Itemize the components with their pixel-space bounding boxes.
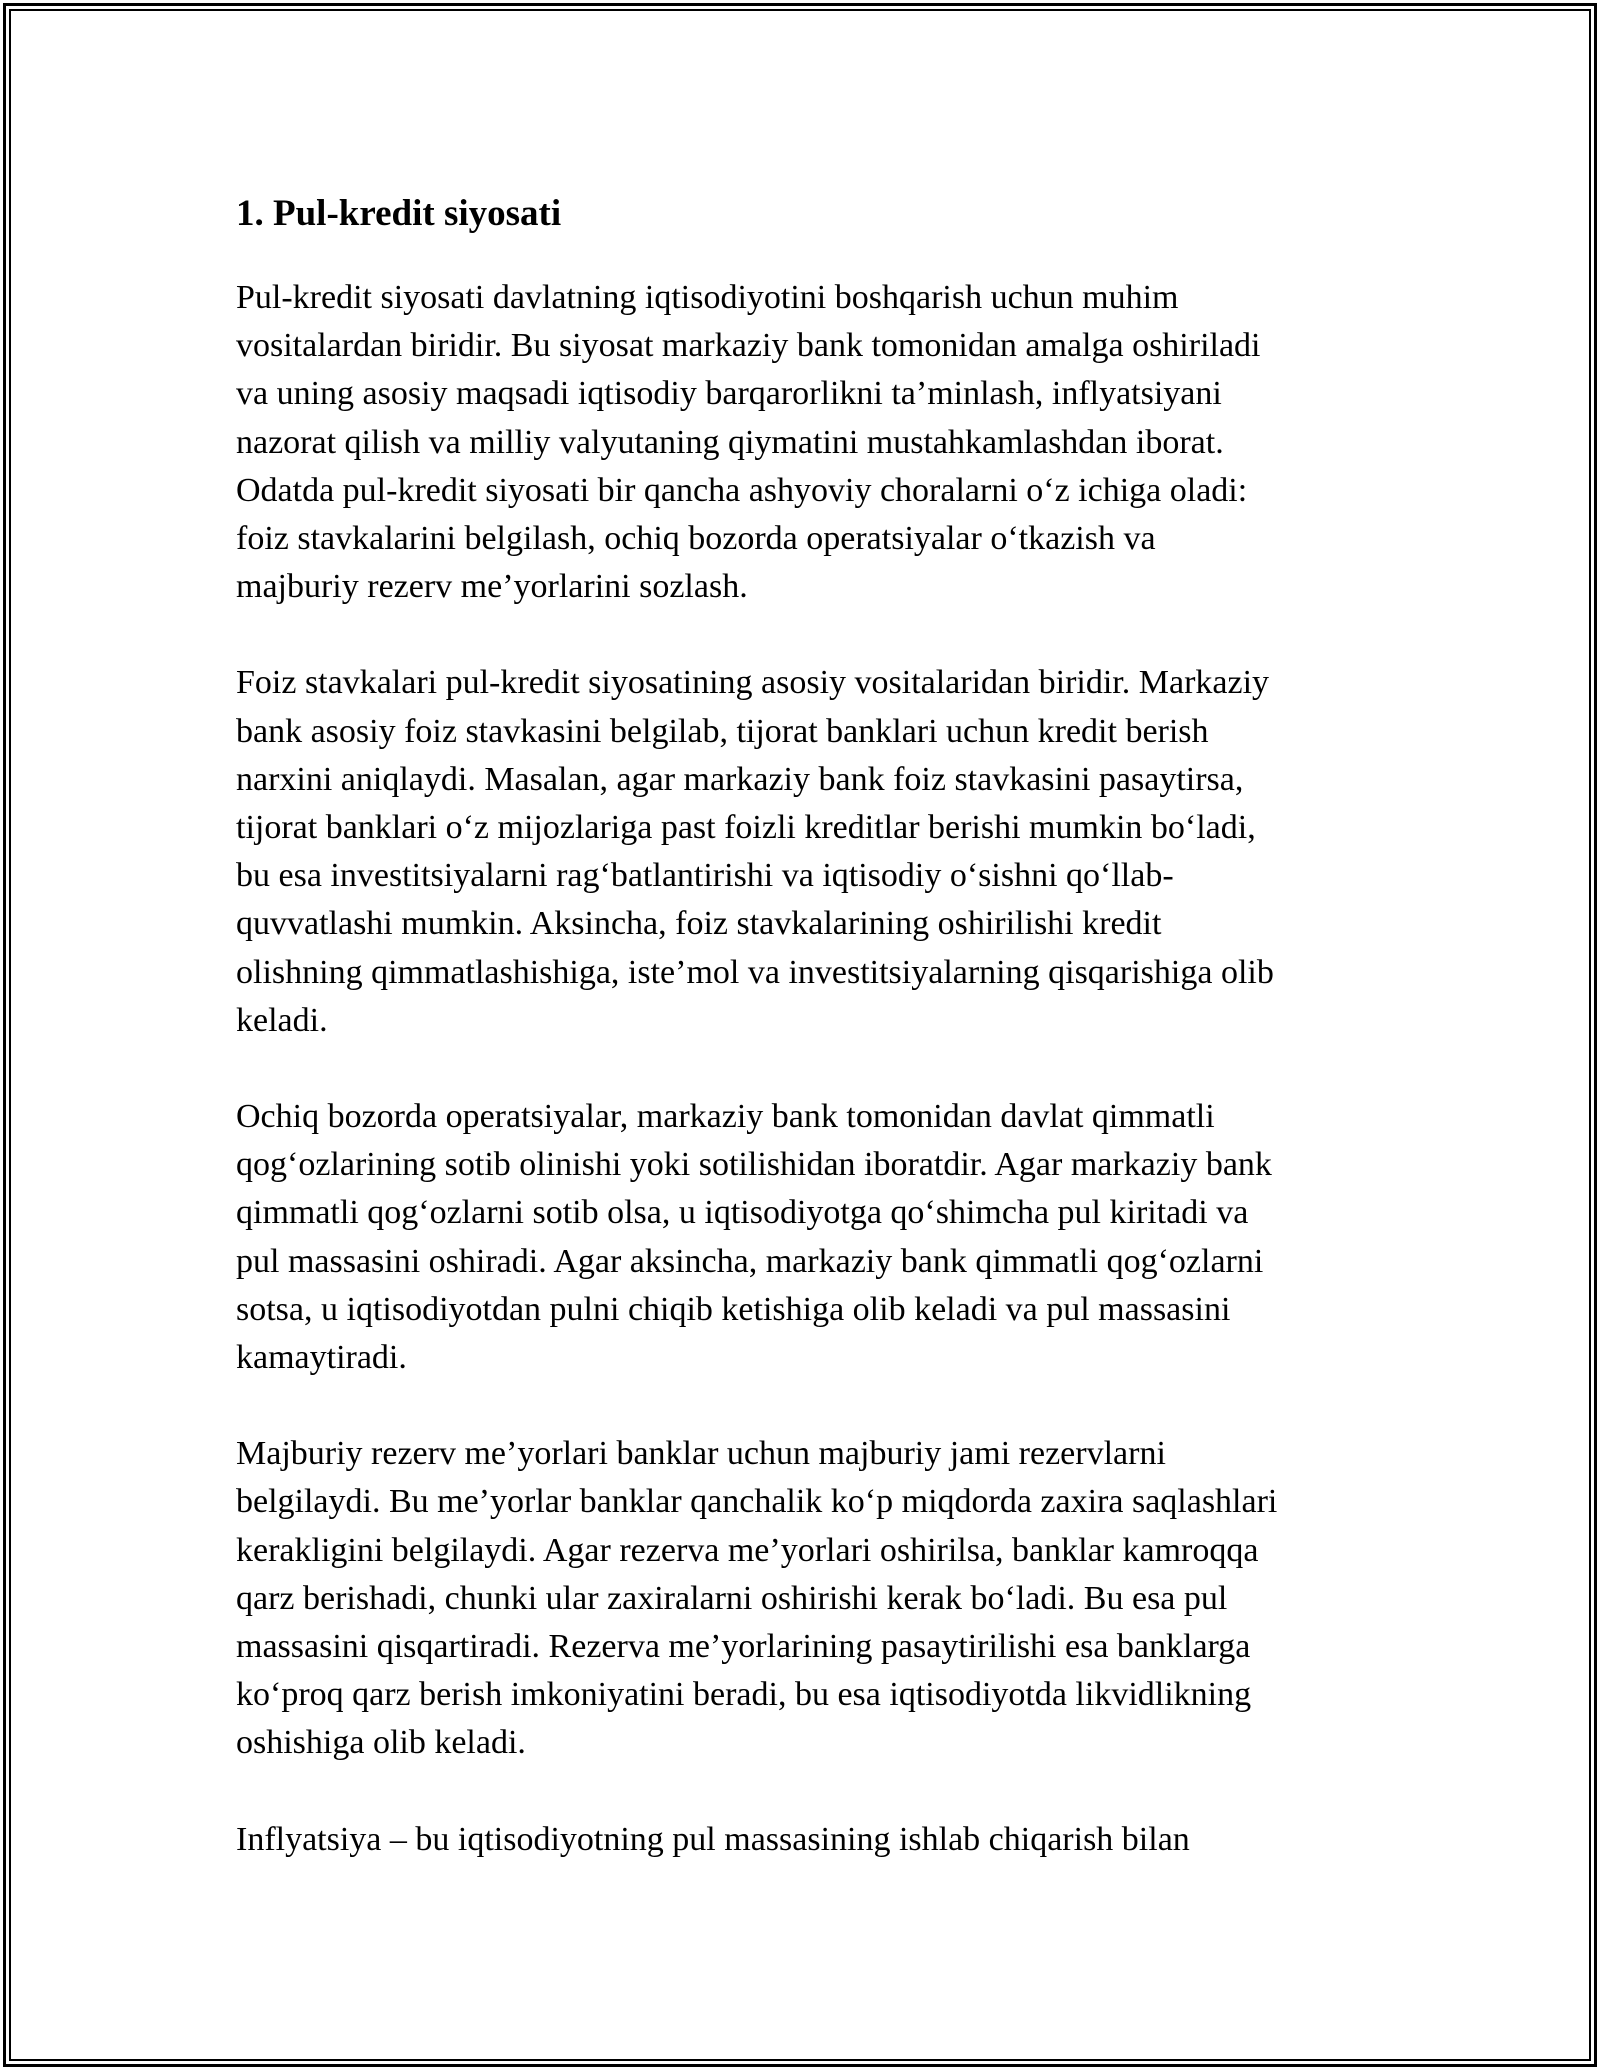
paragraph-reserve-requirements [236,1430,1366,1767]
paragraph-inflation [236,1816,1366,1864]
text-line: quvvatlashi mumkin. Aksincha, foiz stavkalarining oshirilishi kredit [236,905,1162,943]
text-line: olishning qimmatlashishiga, iste’mol va investitsiyalarning qisqarishiga olib [236,953,1274,991]
text-line: Majburiy rezerv me’yorlari banklar uchun majburiy jami rezervlarni [236,1435,1166,1473]
text-line: Odatda pul-kredit siyosati bir qancha ashyoviy choralarni o‘z ichiga oladi: [236,471,1248,509]
text-line: ko‘proq qarz berish imkoniyatini beradi, bu esa iqtisodiyotda likvidlikning [236,1676,1252,1714]
text-line: oshishiga olib keladi. [236,1724,526,1762]
document-page [236,186,1366,1912]
text-line: narxini aniqlaydi. Masalan, agar markaziy bank foiz stavkasini pasaytirsa, [236,760,1244,798]
text-line: Ochiq bozorda operatsiyalar, markaziy bank tomonidan davlat qimmatli [236,1098,1215,1136]
text-line: sotsa, u iqtisodiyotdan pulni chiqib ketishiga olib keladi va pul massasini [236,1290,1231,1328]
text-line: bank asosiy foiz stavkasini belgilab, tijorat banklari uchun kredit berish [236,712,1209,750]
text-line: vositalardan biridir. Bu siyosat markaziy bank tomonidan amalga oshiriladi [236,327,1261,365]
section-heading: 1. Pul-kredit siyosati [236,193,562,234]
paragraph-open-market-operations [236,1093,1366,1382]
text-line: foiz stavkalarini belgilash, ochiq bozorda operatsiyalar o‘tkazish va [236,520,1156,558]
text-line: massasini qisqartiradi. Rezerva me’yorlarining pasaytirilishi esa banklarga [236,1628,1251,1666]
text-line: kamaytiradi. [236,1339,407,1377]
text-line: Inflyatsiya – bu iqtisodiyotning pul massasining ishlab chiqarish bilan [236,1820,1190,1858]
text-line: qimmatli qog‘ozlarni sotib olsa, u iqtisodiyotga qo‘shimcha pul kiritadi va [236,1194,1249,1232]
text-line: qarz berishadi, chunki ular zaxiralarni oshirishi kerak bo‘ladi. Bu esa pul [236,1579,1228,1617]
text-line: Foiz stavkalari pul-kredit siyosatining asosiy vositalaridan biridir. Markaziy [236,664,1270,702]
text-line: tijorat banklari o‘z mijozlariga past foizli kreditlar berishi mumkin bo‘ladi, [236,809,1256,847]
paragraph-interest-rates [236,659,1366,1045]
text-line: Pul-kredit siyosati davlatning iqtisodiyotini boshqarish uchun muhim [236,279,1179,316]
text-line: va uning asosiy maqsadi iqtisodiy barqarorlikni ta’minlash, inflyatsiyani [236,375,1222,413]
text-line: kerakligini belgilaydi. Agar rezerva me’yorlari oshirilsa, banklar kamroqqa [236,1531,1259,1569]
text-line: qog‘ozlarining sotib olinishi yoki sotilishidan iboratdir. Agar markaziy bank [236,1146,1272,1184]
paragraph-monetary-policy-intro [236,274,1366,611]
text-line: keladi. [236,1001,328,1039]
text-line: belgilaydi. Bu me’yorlar banklar qanchalik ko‘p miqdorda zaxira saqlashlari [236,1483,1278,1521]
text-line: bu esa investitsiyalarni rag‘batlantirishi va iqtisodiy o‘sishni qo‘llab- [236,857,1174,895]
text-line: pul massasini oshiradi. Agar aksincha, markaziy bank qimmatli qog‘ozlarni [236,1242,1264,1280]
text-line: majburiy rezerv me’yorlarini sozlash. [236,568,748,606]
text-line: nazorat qilish va milliy valyutaning qiymatini mustahkamlashdan iborat. [236,423,1224,461]
